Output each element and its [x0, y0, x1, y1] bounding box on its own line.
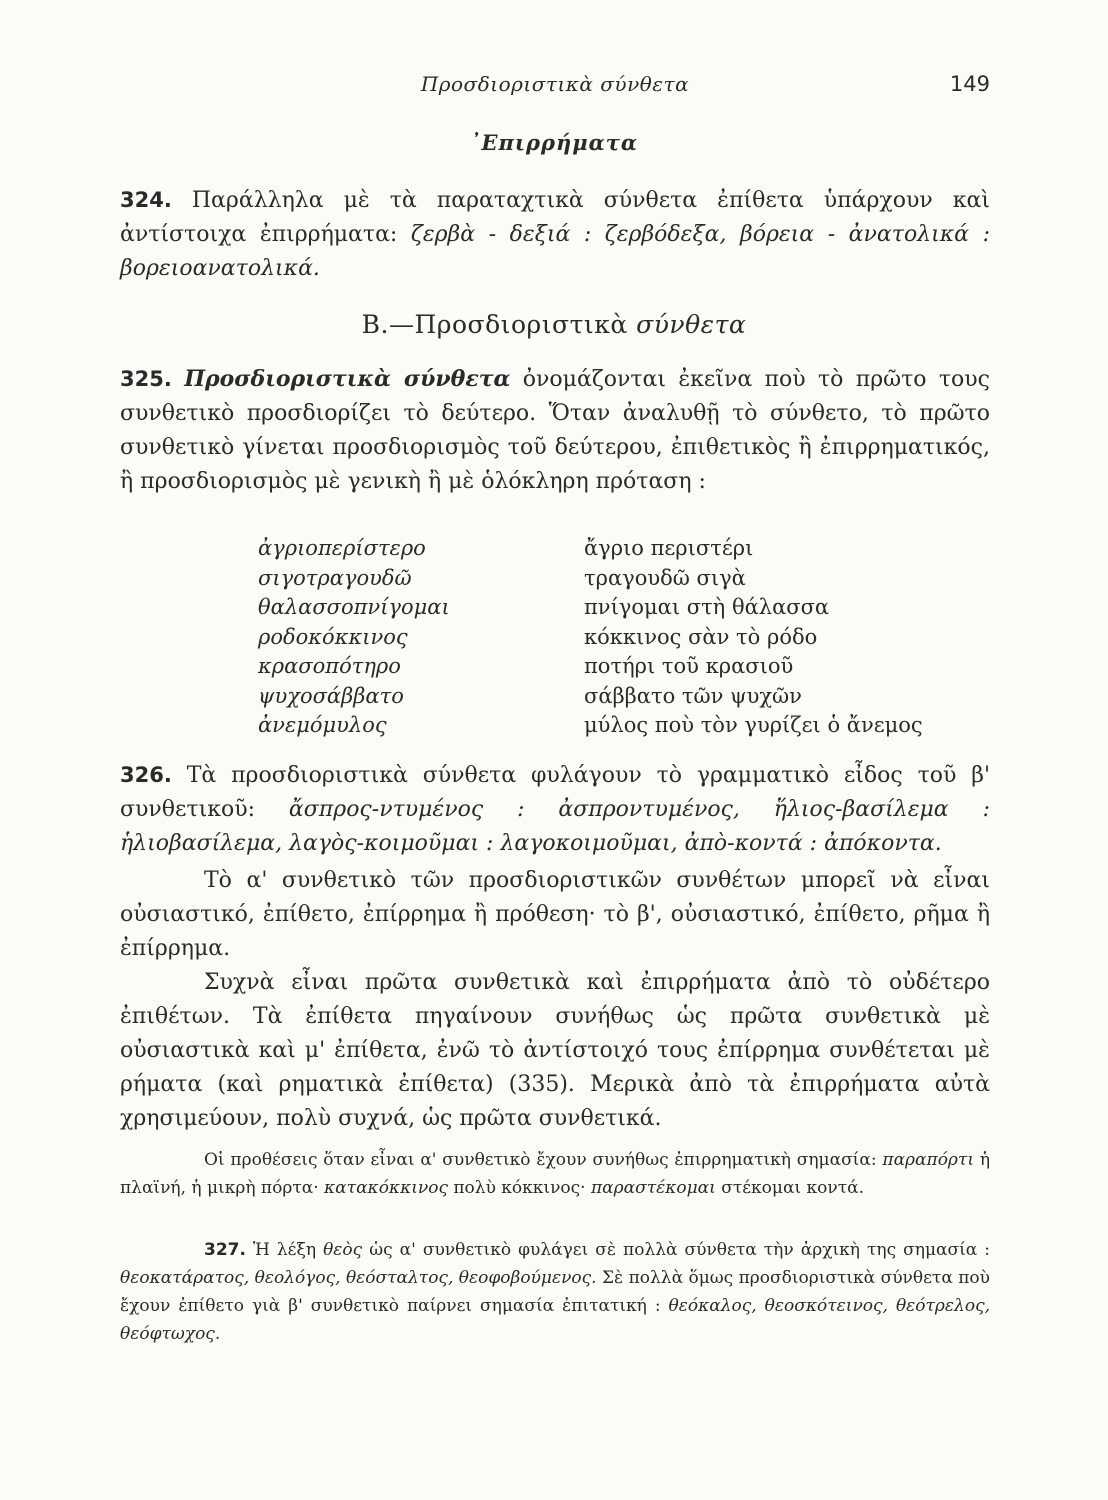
note-example: παραπόρτι [882, 1150, 974, 1170]
list-item [258, 652, 998, 682]
section-heading [0, 310, 1108, 339]
note-example: θεοκατάρατος, θεολόγος, θεόσταλτος, θεοφοβούμενος. [120, 1268, 597, 1288]
compound-gloss: πνίγομαι στὴ θάλασσα [584, 595, 830, 619]
paragraph-text: ὀνομάζονται ἐκεῖνα ποὺ τὸ πρῶτο τους συνθετικὸ προσδιορίζει τὸ δεύτερο. Ὅταν ἀναλυθῇ τὸ σύνθετο, τὸ πρῶτο συνθετικὸ γίνεται προσδιορισμὸς τοῦ δεύτερου, ἐπιθετικὸς ἢ ἐπιρρηματικός, ἢ προσδιορισμὸς μὲ γενικὴ ἢ μὲ ὁλόκληρη πρόταση : [120, 367, 991, 494]
page-number: 149 [949, 72, 990, 96]
note-text: στέκομαι κοντά. [715, 1178, 864, 1198]
paragraph-324 [120, 183, 990, 286]
list-item [258, 564, 998, 594]
paragraph-number: 327. [204, 1240, 246, 1260]
list-item [258, 682, 998, 712]
paragraph-text: Παράλληλα μὲ τὰ παραταχτικὰ σύνθετα ἐπίθετα ὑπάρχουν καὶ ἀντίστοιχα ἐπιρρήματα: [120, 188, 990, 247]
compound-examples-list [258, 534, 998, 741]
paragraph-327 [120, 1236, 990, 1348]
paragraph-number: 326. [120, 763, 172, 787]
list-item [258, 711, 998, 741]
note-text: Οἱ προθέσεις ὅταν εἶναι α' συνθετικὸ ἔχουν συνήθως ἐπιρρηματικὴ σημασία: [204, 1150, 883, 1170]
note-text: Σὲ πολλὰ ὅμως προσδιοριστικὰ σύνθετα ποὺ ἔχουν ἐπίθετο γιὰ β' συνθετικὸ παίρνει σημασία ἐπιτατική : [120, 1268, 990, 1316]
paragraph-text: Τὰ προσδιοριστικὰ σύνθετα φυλάγουν τὸ γραμματικὸ εἶδος τοῦ β' συνθετικοῦ: [120, 763, 990, 822]
note-example: θεὸς [323, 1240, 363, 1260]
section-heading-prefix: Β.—Προσδιοριστικὰ [361, 310, 637, 339]
compound-gloss: ποτήρι τοῦ κρασιοῦ [584, 654, 794, 678]
paragraph-325 [120, 362, 990, 499]
paragraph-number: 325. [120, 367, 172, 391]
paragraph-number: 324. [120, 188, 172, 212]
list-item [258, 623, 998, 653]
compound-word: ψυχοσάββατο [258, 683, 404, 708]
list-item [258, 593, 998, 623]
note-example: κατακόκκινος [324, 1178, 448, 1198]
defined-term: Προσδιοριστικὰ σύνθετα [184, 366, 511, 392]
note-text: πολὺ κόκκινος· [447, 1178, 591, 1198]
list-item [258, 534, 998, 564]
paragraph-326-second-continuation: Συχνὰ εἶναι πρῶτα συνθετικὰ καὶ ἐπιρρήματα ἀπὸ τὸ οὐδέτερο ἐπιθέτων. Τὰ ἐπίθετα πηγαίνουν συνήθως ὡς πρῶτα συνθετικὰ μὲ οὐσιαστικὰ καὶ μ' ἐπίθετα, ἐνῶ τὸ ἀντίστοιχό τους ἐπίρρημα συνθέτεται μὲ ρήματα (καὶ ρηματικὰ ἐπίθετα) (335). Μερικὰ ἀπὸ τὰ ἐπιρρήματα αὐτὰ χρησιμεύουν, πολὺ συχνά, ὡς πρῶτα συνθετικά. [120, 970, 990, 1131]
compound-word: ἀγριοπερίστερο [258, 536, 426, 560]
compound-word: σιγοτραγουδῶ [258, 565, 412, 590]
compound-gloss: σάββατο τῶν ψυχῶν [584, 683, 802, 708]
running-title: Προσδιοριστικὰ σύνθετα [420, 72, 690, 96]
running-head [120, 72, 990, 96]
compound-gloss: κόκκινος σὰν τὸ ρόδο [584, 624, 818, 649]
compound-word: θαλασσοπνίγομαι [258, 595, 450, 619]
examples-text: ἄσπρος-ντυμένος : ἀσπροντυμένος, ἥλιος-βασίλεμα : ἡλιοβασίλεμα, λαγὸς-κοιμοῦμαι : λαγοκοιμοῦμαι, ἀπὸ-κοντά : ἀπόκοντα. [120, 797, 991, 856]
section-heading-italic: σύνθετα [636, 310, 747, 339]
paragraph-326-continuation: Τὸ α' συνθετικὸ τῶν προσδιοριστικῶν συνθέτων μπορεῖ νὰ εἶναι οὐσιαστικό, ἐπίθετο, ἐπίρρημα ἢ πρόθεση· τὸ β', οὐσιαστικό, ἐπίθετο, ρῆμα ἢ ἐπίρρημα. [120, 868, 990, 961]
note-text: ὡς α' συνθετικὸ φυλάγει σὲ πολλὰ σύνθετα τὴν ἀρχικὴ της σημασία : [362, 1240, 990, 1260]
note-example: θεόκαλος, θεοσκότεινος, θεότρελος, θεόφτωχος. [120, 1296, 990, 1344]
compound-word: ἀνεμόμυλος [258, 713, 387, 737]
compound-word: ροδοκόκκινος [258, 624, 408, 649]
compound-gloss: μύλος ποὺ τὸν γυρίζει ὁ ἄνεμος [584, 713, 923, 737]
compound-gloss: τραγουδῶ σιγὰ [584, 565, 746, 590]
note-text: Ἡ λέξη [245, 1240, 324, 1260]
note-text: ἡ πλαϊνή, ἡ μικρὴ πόρτα· [120, 1150, 991, 1198]
compound-gloss: ἄγριο περιστέρι [584, 536, 754, 560]
examples-text: ζερβὰ - δεξιά : ζερβόδεξα, βόρεια - ἀνατολικά : βορειοανατολικά. [120, 222, 990, 281]
compound-word: κρασοπότηρο [258, 654, 401, 678]
paragraph-326 [120, 758, 990, 861]
subsection-title: ᾿Επιρρήματα [469, 130, 639, 155]
note-example: παραστέκομαι [590, 1178, 716, 1198]
small-print-note [120, 1146, 990, 1202]
